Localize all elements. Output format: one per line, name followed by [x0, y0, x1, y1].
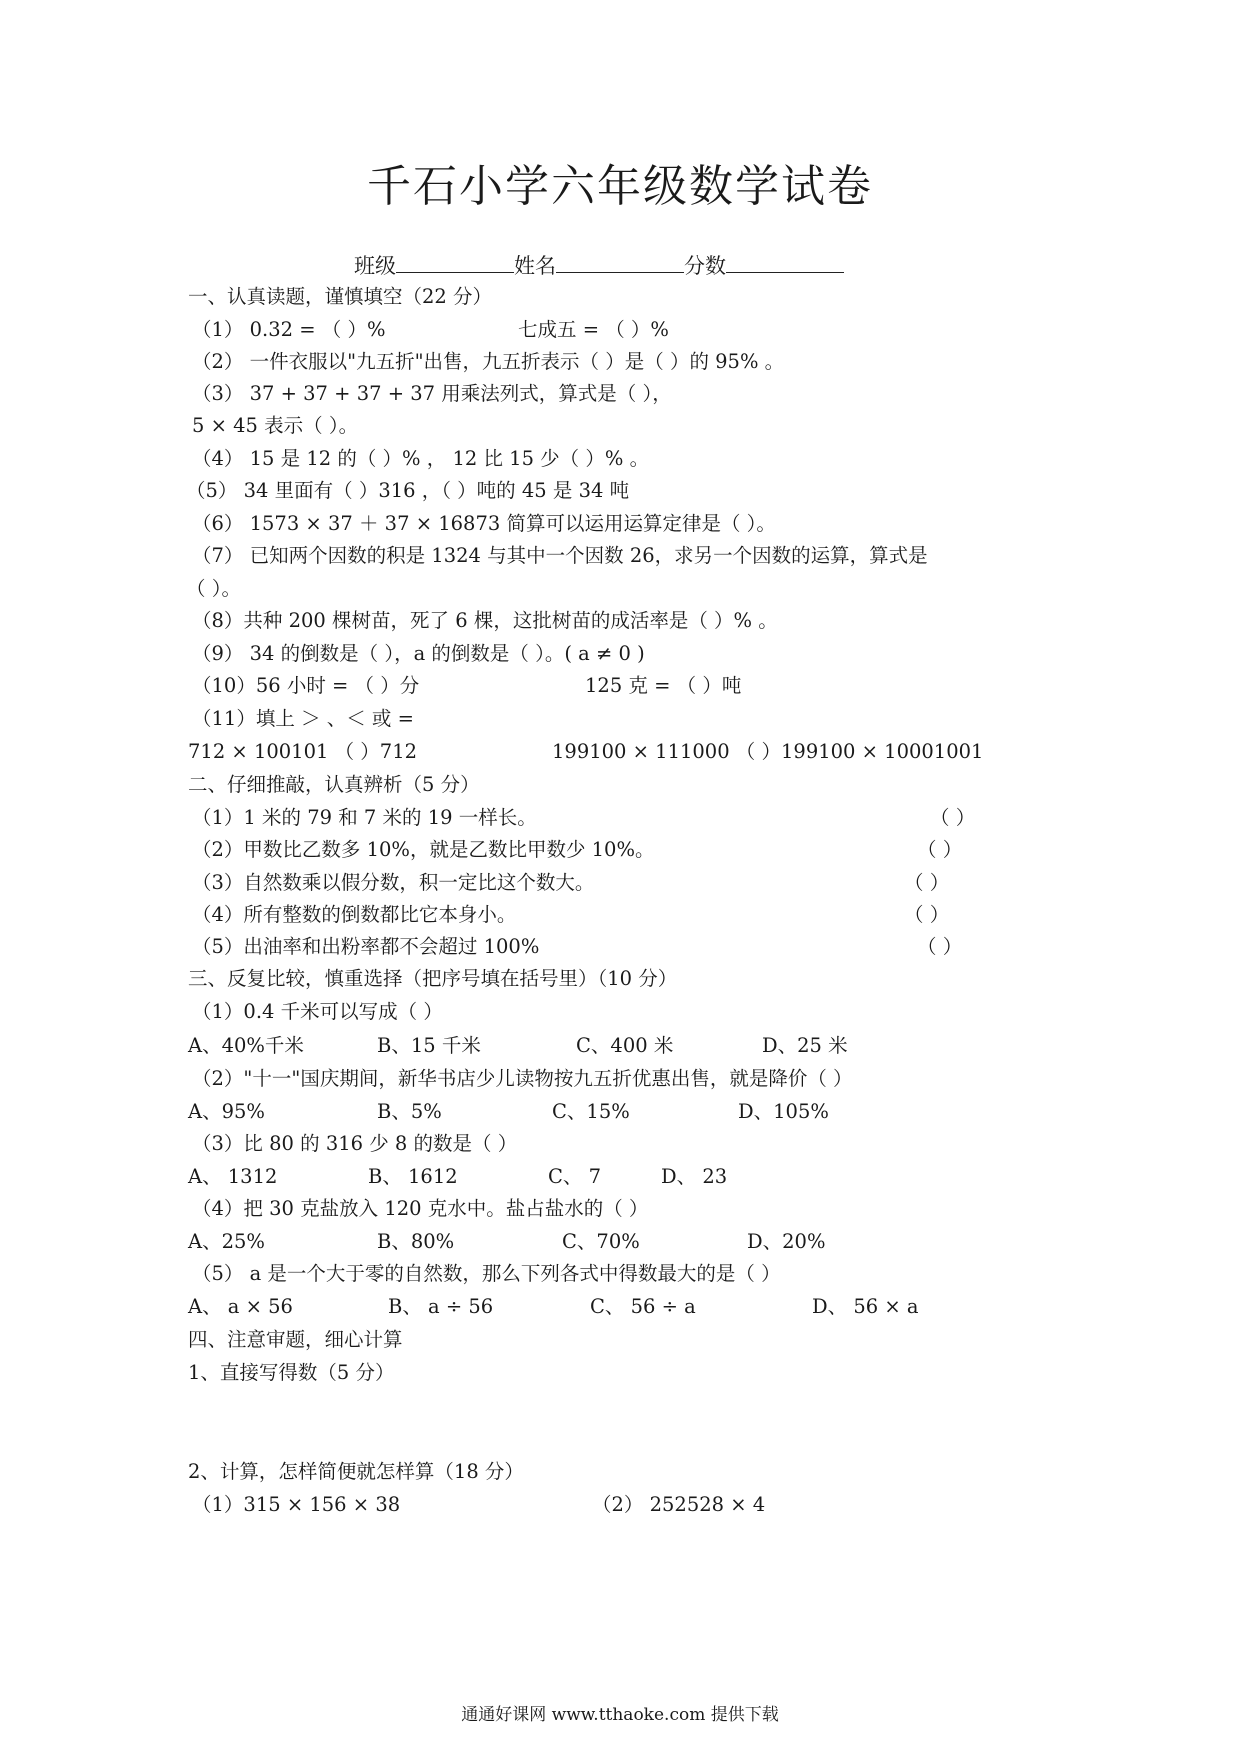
student-info-line: [354, 250, 844, 280]
judge-item-4: （4）所有整数的倒数都比它本身小。: [192, 903, 517, 926]
section3-heading: 三、反复比较，慎重选择（把序号填在括号里）（10 分）: [188, 967, 678, 990]
choice-4-option-c: C、70%: [562, 1230, 640, 1253]
question-1-6: （6） 1573 × 37 ＋ 37 × 16873 简算可以运用运算定律是（ ）。: [192, 512, 776, 535]
name-blank: [556, 254, 684, 273]
question-1-1a: （1） 0.32 = （ ）%: [192, 318, 386, 341]
section1-heading: 一、认真读题，谨慎填空（22 分）: [188, 285, 493, 308]
choice-question-1: （1）0.4 千米可以写成（ ）: [192, 1000, 443, 1023]
choice-1-option-a: A、40%千米: [188, 1034, 304, 1057]
choice-1-option-b: B、15 千米: [377, 1034, 481, 1057]
calc-2: （2） 252528 × 4: [592, 1493, 766, 1516]
exam-title: 千石小学六年级数学试卷: [367, 161, 873, 212]
judge-paren-3: （ ）: [904, 871, 950, 894]
choice-4-option-b: B、80%: [377, 1230, 455, 1253]
choice-4-option-d: D、20%: [747, 1230, 826, 1253]
calc-1: （1）315 × 156 × 38: [192, 1493, 401, 1516]
choice-2-option-c: C、15%: [552, 1100, 630, 1123]
section4-heading: 四、注意审题，细心计算: [188, 1328, 403, 1351]
class-blank: [396, 254, 514, 273]
choice-5-option-c: C、 56 ÷ a: [590, 1295, 696, 1318]
question-1-10b: 125 克 = （ ）吨: [585, 674, 742, 697]
choice-1-option-d: D、25 米: [762, 1034, 848, 1057]
choice-3-option-b: B、 1612: [368, 1165, 458, 1188]
choice-1-option-c: C、400 米: [576, 1034, 674, 1057]
question-1-2: （2） 一件衣服以"九五折"出售，九五折表示（ ）是（ ）的 95% 。: [192, 350, 785, 373]
section4-sub2: 2、计算，怎样简便就怎样算（18 分）: [188, 1460, 524, 1483]
choice-2-option-a: A、95%: [188, 1100, 265, 1123]
judge-item-1: （1）1 米的 79 和 7 米的 19 一样长。: [192, 806, 537, 829]
choice-question-2: （2）"十一"国庆期间，新华书店少儿读物按九五折优惠出售，就是降价（ ）: [192, 1067, 853, 1090]
class-label: 班级: [354, 254, 396, 278]
choice-3-option-c: C、 7: [548, 1165, 602, 1188]
choice-2-option-b: B、5%: [377, 1100, 442, 1123]
question-1-10a: （10）56 小时 = （ ）分: [192, 674, 420, 697]
choice-4-option-a: A、25%: [188, 1230, 265, 1253]
question-1-9: （9） 34 的倒数是（ ），a 的倒数是（ ）。( a ≠ 0 ): [192, 642, 645, 665]
question-1-5: （5） 34 里面有（ ）316 ，（ ）吨的 45 是 34 吨: [186, 479, 630, 502]
choice-question-3: （3）比 80 的 316 少 8 的数是（ ）: [192, 1132, 518, 1155]
choice-5-option-d: D、 56 × a: [812, 1295, 919, 1318]
choice-2-option-d: D、105%: [738, 1100, 829, 1123]
judge-item-2: （2）甲数比乙数多 10%，就是乙数比甲数少 10%。: [192, 838, 655, 861]
section2-heading: 二、仔细推敲，认真辨析（5 分）: [188, 773, 480, 796]
judge-item-3: （3）自然数乘以假分数，积一定比这个数大。: [192, 871, 595, 894]
question-1-3b: 5 × 45 表示（ ）。: [192, 414, 359, 437]
question-1-11a: 712 × 100101 （ ）712: [188, 740, 418, 763]
question-1-7: （7） 已知两个因数的积是 1324 与其中一个因数 26，求另一个因数的运算，算式是: [192, 544, 928, 567]
question-1-11: （11）填上 ＞ 、＜ 或 =: [192, 707, 414, 730]
judge-item-5: （5）出油率和出粉率都不会超过 100%: [192, 935, 540, 958]
footer-credit: 通通好课网 www.tthaoke.com 提供下载: [461, 1705, 779, 1725]
section4-sub1: 1、直接写得数（5 分）: [188, 1361, 395, 1384]
score-label: 分数: [684, 254, 726, 278]
judge-paren-2: （ ）: [917, 838, 963, 861]
question-1-3: （3） 37 + 37 + 37 + 37 用乘法列式，算式是（ ），: [192, 382, 672, 405]
question-1-7b: （ ）。: [186, 577, 241, 600]
question-1-11b: 199100 × 111000 （ ）199100 × 10001001: [552, 740, 984, 763]
question-1-8: （8）共种 200 棵树苗，死了 6 棵，这批树苗的成活率是（ ）% 。: [192, 609, 778, 632]
judge-paren-4: （ ）: [904, 903, 950, 926]
judge-paren-1: （ ）: [930, 806, 976, 829]
question-1-4: （4） 15 是 12 的（ ）% ， 12 比 15 少（ ）% 。: [192, 447, 650, 470]
choice-3-option-d: D、 23: [661, 1165, 728, 1188]
choice-3-option-a: A、 1312: [188, 1165, 278, 1188]
question-1-1b: 七成五 = （ ）%: [518, 318, 669, 341]
name-label: 姓名: [514, 254, 556, 278]
choice-5-option-a: A、 a × 56: [188, 1295, 293, 1318]
judge-paren-5: （ ）: [917, 935, 963, 958]
choice-question-4: （4）把 30 克盐放入 120 克水中。盐占盐水的（ ）: [192, 1197, 649, 1220]
choice-question-5: （5） a 是一个大于零的自然数，那么下列各式中得数最大的是（ ）: [192, 1262, 781, 1285]
score-blank: [726, 254, 844, 273]
choice-5-option-b: B、 a ÷ 56: [388, 1295, 494, 1318]
